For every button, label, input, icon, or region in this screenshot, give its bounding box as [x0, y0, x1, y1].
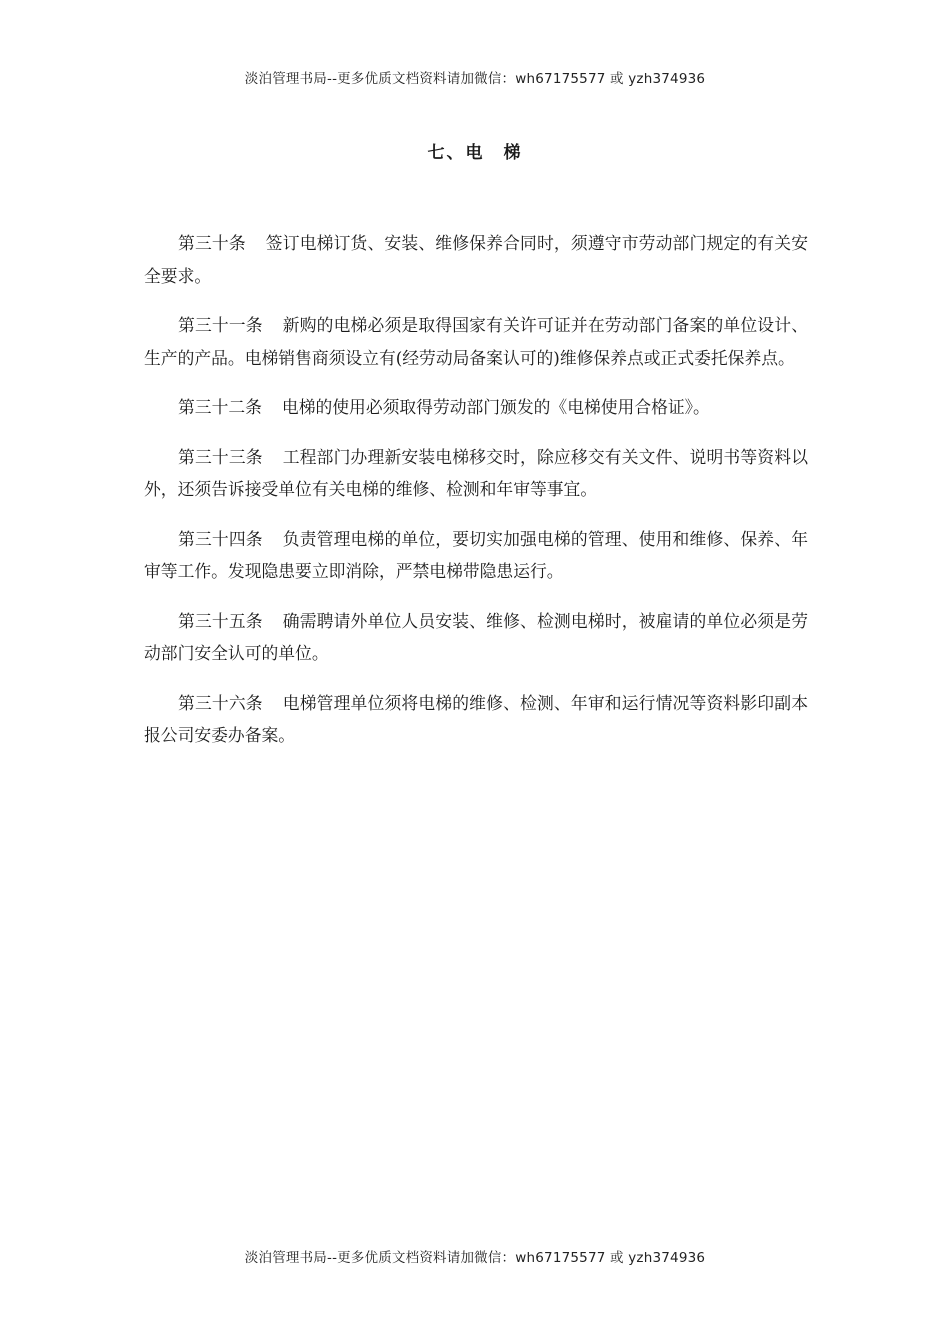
article-36 — [144, 687, 808, 752]
article-text: 工程部门办理新安装电梯移交时，除应移交有关文件、说明书等资料以外，还须告诉接受单位有关电梯的维修、检测和年审等事宜。 — [144, 446, 808, 499]
article-text: 电梯管理单位须将电梯的维修、检测、年审和运行情况等资料影印副本报公司安委办备案。 — [144, 692, 808, 745]
article-33 — [144, 441, 808, 506]
article-number: 第三十二条 — [178, 397, 262, 417]
section-title: 七、电 梯 — [427, 143, 523, 163]
article-number: 第三十四条 — [178, 528, 263, 549]
article-34 — [144, 523, 808, 588]
article-number: 第三十六条 — [178, 692, 263, 713]
article-text: 签订电梯订货、安装、维修保养合同时，须遵守市劳动部门规定的有关安全要求。 — [144, 233, 808, 286]
article-30 — [144, 227, 808, 292]
article-32 — [144, 391, 808, 424]
article-number: 第三十五条 — [178, 610, 263, 631]
article-text: 新购的电梯必须是取得国家有关许可证并在劳动部门备案的单位设计、生产的产品。电梯销售商须设立有(经劳动局备案认可的)维修保养点或正式委托保养点。 — [144, 315, 808, 368]
article-31 — [144, 309, 808, 374]
page-header: 淡泊管理书局--更多优质文档资料请加微信：wh67175577 或 yzh374936 — [244, 71, 706, 87]
document-body — [144, 227, 808, 769]
article-text: 电梯的使用必须取得劳动部门颁发的《电梯使用合格证》。 — [281, 397, 710, 417]
article-text: 负责管理电梯的单位，要切实加强电梯的管理、使用和维修、保养、年审等工作。发现隐患要立即消除，严禁电梯带隐患运行。 — [144, 528, 808, 581]
page-footer: 淡泊管理书局--更多优质文档资料请加微信：wh67175577 或 yzh374936 — [244, 1250, 706, 1266]
article-number: 第三十一条 — [178, 315, 263, 335]
article-number: 第三十三条 — [178, 446, 263, 467]
article-number: 第三十条 — [178, 233, 246, 253]
article-35 — [144, 605, 808, 670]
article-text: 确需聘请外单位人员安装、维修、检测电梯时，被雇请的单位必须是劳动部门安全认可的单位。 — [144, 610, 808, 663]
